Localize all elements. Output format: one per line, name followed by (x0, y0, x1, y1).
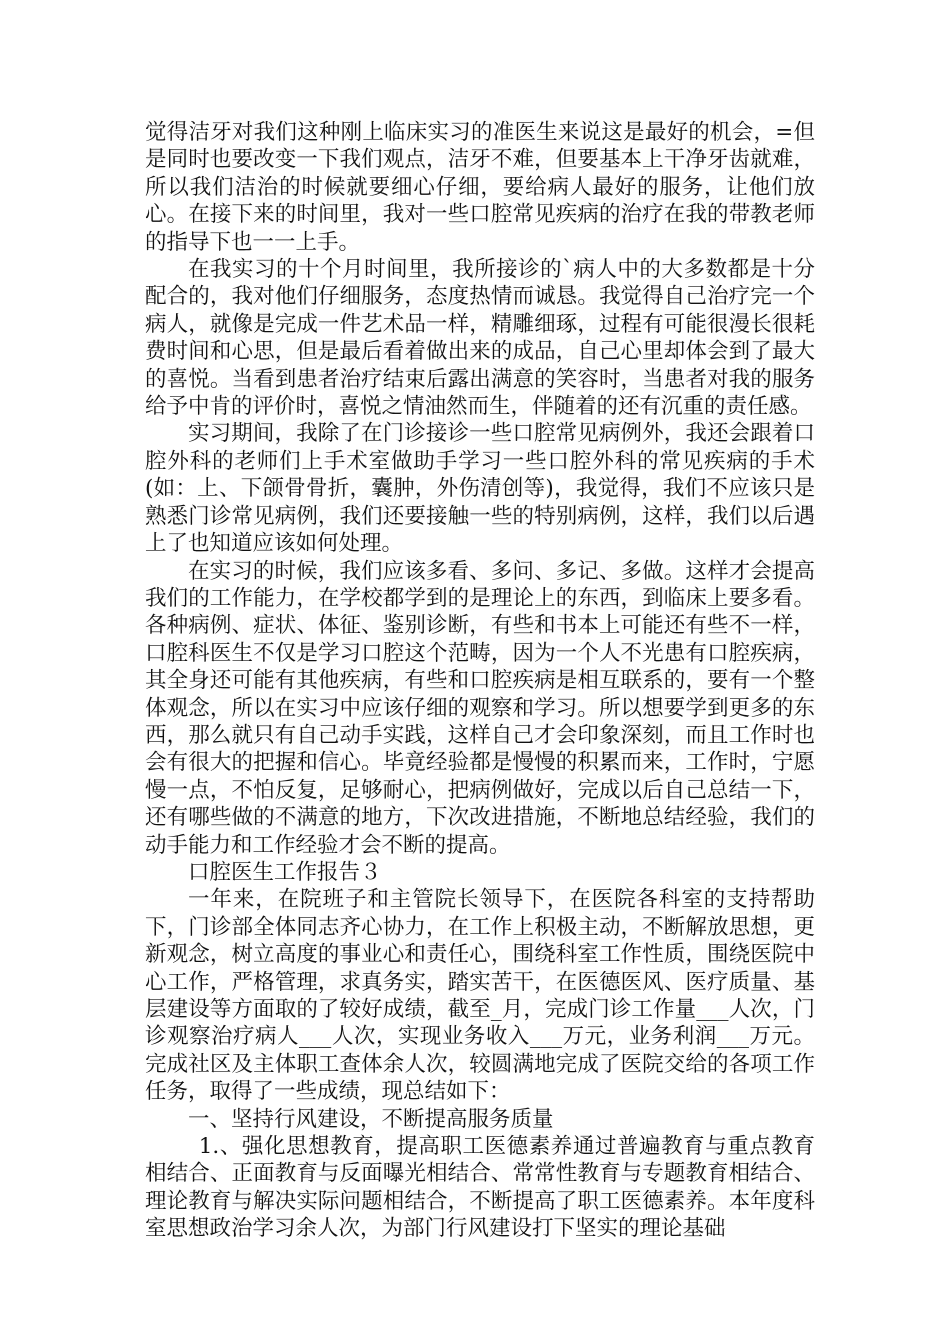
list-item: 1.、强化思想教育，提高职工医德素养通过普遍教育与重点教育相结合、正面教育与反面曝光相结合、常常性教育与专题教育相结合、理论教育与解决实际问题相结合，不断提高了职工医德素养。本年度科室思想政治学习余人次，为部门行风建设打下坚实的理论基础 (145, 1134, 815, 1242)
section-title: 口腔医生工作报告３ (188, 859, 382, 885)
paragraph: 一年来，在院班子和主管院长领导下，在医院各科室的支持帮助下，门诊部全体同志齐心协力，在工作上积极主动，不断解放思想，更新观念，树立高度的事业心和责任心，围绕科室工作性质，围绕医院中心工作，严格管理，求真务实，踏实苦干，在医德医风、医疗质量、基层建设等方面取的了较好成绩，截至_月，完成门诊工作量___人次，门诊观察治疗病人___人次，实现业务收入___万元，业务利润___万元。完成社区及主体职工查体余人次，较圆满地完成了医院交给的各项工作任务，取得了一些成绩，现总结如下： (145, 887, 815, 1105)
document-page (145, 119, 815, 1243)
paragraph: 在实习的时候，我们应该多看、多问、多记、多做。这样才会提高我们的工作能力，在学校都学到的是理论上的东西，到临床上要多看。各种病例、症状、体征、鉴别诊断，有些和书本上可能还有些不一样，口腔科医生不仅是学习口腔这个范畴，因为一个人不光患有口腔疾病，其全身还可能有其他疾病，有些和口腔疾病是相互联系的，要有一个整体观念，所以在实习中应该仔细的观察和学习。所以想要学到更多的东西，那么就只有自己动手实践，这样自己才会印象深刻，而且工作时也会有很大的把握和信心。毕竟经验都是慢慢的积累而来，工作时，宁愿慢一点，不怕反复，足够耐心，把病例做好，完成以后自己总结一下，还有哪些做的不满意的地方，下次改进措施，不断地总结经验，我们的动手能力和工作经验才会不断的提高。 (145, 558, 815, 858)
section-heading: 一、坚持行风建设，不断提高服务质量 (188, 1106, 554, 1132)
paragraph: 觉得洁牙对我们这种刚上临床实习的准医生来说这是最好的机会，=但是同时也要改变一下我们观点，洁牙不难，但要基本上干净牙齿就难，所以我们洁治的时候就要细心仔细，要给病人最好的服务，让他们放心。在接下来的时间里，我对一些口腔常见疾病的治疗在我的带教老师的指导下也一一上手。 (145, 120, 815, 255)
paragraph: 在我实习的十个月时间里，我所接诊的`病人中的大多数都是十分配合的，我对他们仔细服务，态度热情而诚恳。我觉得自己治疗完一个病人，就像是完成一件艺术品一样，精雕细琢，过程有可能很漫长很耗费时间和心思，但是最后看着做出来的成品，自己心里却体会到了最大的喜悦。当看到患者治疗结束后露出满意的笑容时，当患者对我的服务给予中肯的评价时，喜悦之情油然而生，伴随着的还有沉重的责任感。 (145, 257, 815, 420)
paragraph: 实习期间，我除了在门诊接诊一些口腔常见病例外，我还会跟着口腔外科的老师们上手术室做助手学习一些口腔外科的常见疾病的手术(如：上、下颌骨骨折，囊肿，外伤清创等)，我觉得，我们不应该只是熟悉门诊常见病例，我们还要接触一些的特别病例，这样，我们以后遇上了也知道应该如何处理。 (145, 421, 815, 557)
